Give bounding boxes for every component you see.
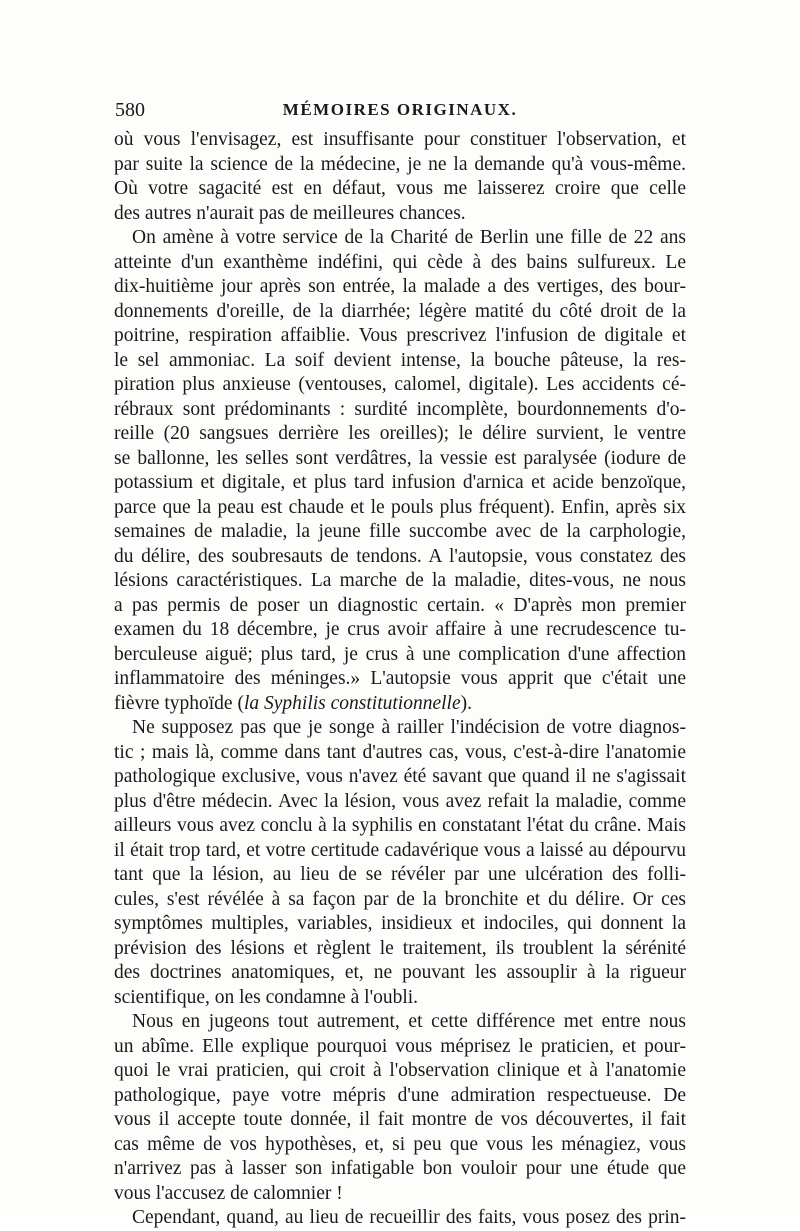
text-line: berculeuse aiguë; plus tard, je crus à une complication d'une affection — [114, 643, 686, 665]
text-line: semaines de maladie, la jeune fille succombe avec de la carphologie, — [114, 521, 686, 542]
text-line: symptômes multiples, variables, insidieux et indociles, qui donnent la — [114, 913, 686, 934]
text-line: reille (20 sangsues derrière les oreilles); le délire survient, le ventre — [114, 423, 686, 444]
text-line: On amène à votre service de la Charité de Berlin une fille de 22 ans — [132, 227, 686, 248]
text-line: du délire, des soubresauts de tendons. A l'autopsie, vous constatez des — [114, 545, 686, 567]
text-line: cas même de vos hypothèses, et, si peu que vous les ménagiez, vous — [114, 1133, 686, 1155]
text-line: parce que la peau est chaude et le pouls plus fréquent). Enfin, après six — [114, 496, 686, 518]
text-line: poitrine, respiration affaiblie. Vous prescrivez l'infusion de digitale et — [114, 325, 686, 346]
text-line: des autres n'aurait pas de meilleures chances. — [114, 202, 466, 224]
text-line: lésions caractéristiques. La marche de la maladie, dites-vous, ne nous — [114, 570, 686, 591]
text-line: inflammatoire des méninges.» L'autopsie vous apprit que c'était une — [114, 668, 686, 689]
text-line: scientifique, on les condamne à l'oubli. — [114, 986, 419, 1008]
text-line: il était trop tard, et votre certitude cadavérique vous a laissé au dépourvu — [114, 839, 686, 861]
running-title: MÉMOIRES ORIGINAUX. — [282, 100, 518, 119]
text-line: Où votre sagacité est en défaut, vous me laisserez croire que celle — [114, 178, 686, 199]
text-line: pathologique, paye votre mépris d'une admiration respectueuse. De — [114, 1084, 686, 1106]
text-line: par suite la science de la médecine, je ne la demande qu'à vous-même. — [114, 153, 686, 175]
text-line: dix-huitième jour après son entrée, la malade a des vertiges, des bour- — [114, 276, 686, 297]
text-line: prévision des lésions et règlent le traitement, ils troublent la sérénité — [114, 937, 686, 959]
text-line: potassium et digitale, et plus tard infusion d'arnica et acide benzoïque, — [114, 472, 686, 493]
text-line: plus d'être médecin. Avec la lésion, vous avez refait la maladie, comme — [114, 790, 686, 812]
text-line: examen du 18 décembre, je crus avoir affaire à une recrudescence tu- — [114, 619, 686, 640]
text-line: des doctrines anatomiques, et, ne pouvant les assouplir à la rigueur — [114, 962, 686, 983]
text-line: tant que la lésion, au lieu de se révéler par une ulcération des folli- — [114, 864, 686, 885]
text-line: rébraux sont prédominants : surdité incomplète, bourdonnements d'o- — [114, 398, 686, 420]
text-line: ailleurs vous avez conclu à la syphilis en constatant l'état du crâne. Mais — [114, 815, 686, 836]
text-line: Ne supposez pas que je songe à railler l'indécision de votre diagnos- — [132, 717, 686, 738]
text-line: pathologique exclusive, vous n'avez été savant que quand il ne s'agissait — [114, 766, 686, 787]
text-line: a pas permis de poser un diagnostic certain. « D'après mon premier — [114, 594, 686, 616]
body-text — [114, 128, 686, 1231]
text-line: quoi le vrai praticien, qui croit à l'observation clinique et à l'anatomie — [114, 1060, 686, 1081]
text-line: n'arrivez pas à lasser son infatigable bon vouloir pour une étude que — [114, 1158, 686, 1179]
text-line: atteinte d'un exanthème indéfini, qui cède à des bains sulfureux. Le — [114, 251, 686, 273]
text-line: vous il accepte toute donnée, il fait montre de vos découvertes, il fait — [114, 1109, 686, 1130]
running-head — [115, 96, 685, 124]
page-number: 580 — [115, 99, 145, 121]
text-line: un abîme. Elle explique pourquoi vous méprisez le praticien, et pour- — [114, 1035, 686, 1057]
text-segment: fièvre typhoïde ( — [114, 692, 244, 714]
text-line: donnements d'oreille, de la diarrhée; légère matité du côté droit de la — [114, 300, 686, 322]
source-citation: la Syphilis constitutionnelle — [243, 692, 461, 714]
text-line: le sel ammoniac. La soif devient intense, la bouche pâteuse, la res- — [114, 349, 686, 371]
text-line: tic ; mais là, comme dans tant d'autres cas, vous, c'est-à-dire l'anatomie — [114, 741, 686, 763]
text-line: cules, s'est révélée à sa façon par de la bronchite et du délire. Or ces — [114, 888, 686, 910]
text-line: Nous en jugeons tout autrement, et cette différence met entre nous — [132, 1011, 686, 1032]
text-segment: ). — [460, 692, 472, 714]
text-line: vous l'accusez de calomnier ! — [114, 1182, 343, 1204]
text-line — [114, 692, 686, 717]
text-line: piration plus anxieuse (ventouses, calomel, digitale). Les accidents cé- — [114, 374, 686, 395]
text-line: se ballonne, les selles sont verdâtres, la vessie est paralysée (iodure de — [114, 447, 686, 469]
text-line: où vous l'envisagez, est insuffisante pour constituer l'observation, et — [114, 129, 686, 150]
text-line: Cependant, quand, au lieu de recueillir des faits, vous posez des prin- — [132, 1207, 686, 1228]
